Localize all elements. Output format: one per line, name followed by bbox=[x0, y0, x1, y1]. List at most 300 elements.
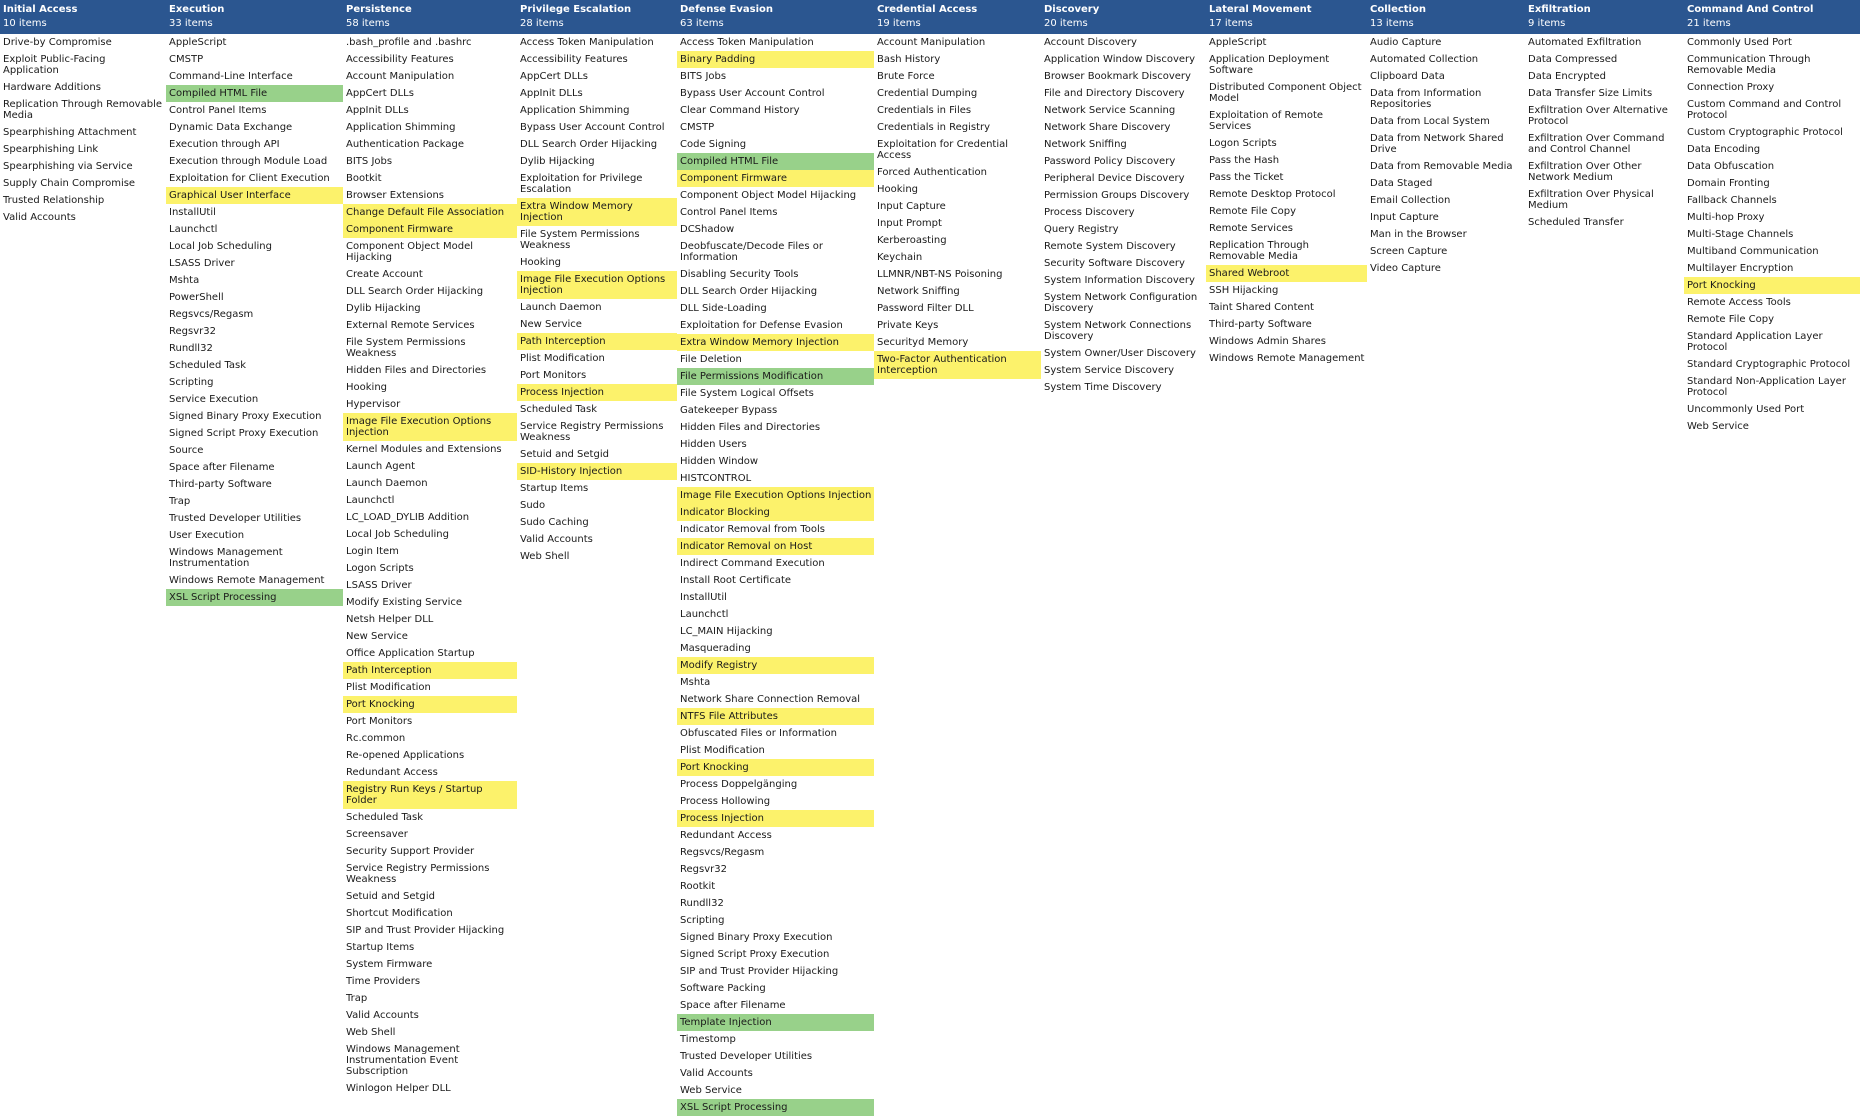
technique-cell[interactable]: Standard Cryptographic Protocol bbox=[1687, 359, 1851, 370]
technique-cell[interactable]: Exfiltration Over Command and Control Channel bbox=[1528, 133, 1665, 155]
technique-cell[interactable]: Permission Groups Discovery bbox=[1044, 190, 1190, 201]
technique-cell[interactable]: Exploitation for Credential Access bbox=[877, 139, 1009, 161]
technique-cell[interactable]: Port Monitors bbox=[346, 716, 413, 727]
technique-cell[interactable]: Sudo Caching bbox=[520, 517, 589, 528]
technique-cell[interactable]: Hidden Files and Directories bbox=[346, 365, 487, 376]
technique-cell[interactable]: System Information Discovery bbox=[1044, 275, 1195, 286]
technique-cell[interactable]: Account Manipulation bbox=[877, 37, 986, 48]
technique-cell[interactable]: Service Execution bbox=[169, 394, 259, 405]
technique-cell[interactable]: Process Discovery bbox=[1044, 207, 1135, 218]
technique-cell[interactable]: Scheduled Task bbox=[520, 404, 598, 415]
technique-cell[interactable]: Two-Factor Authentication Interception bbox=[874, 351, 1041, 379]
technique-cell[interactable]: Video Capture bbox=[1370, 263, 1441, 274]
technique-cell[interactable]: Access Token Manipulation bbox=[520, 37, 654, 48]
technique-cell[interactable]: Exploitation for Client Execution bbox=[169, 173, 330, 184]
technique-cell[interactable]: Indicator Removal from Tools bbox=[680, 524, 825, 535]
technique-cell[interactable]: Windows Management Instrumentation Event Subscription bbox=[346, 1044, 460, 1077]
technique-cell[interactable]: Hooking bbox=[877, 184, 919, 195]
technique-cell[interactable]: Browser Extensions bbox=[346, 190, 445, 201]
technique-cell[interactable]: Re-opened Applications bbox=[346, 750, 465, 761]
technique-cell[interactable]: SID-History Injection bbox=[517, 463, 677, 480]
technique-cell[interactable]: Setuid and Setgid bbox=[520, 449, 609, 460]
technique-cell[interactable]: Clear Command History bbox=[680, 105, 800, 116]
technique-cell[interactable]: Launch Daemon bbox=[520, 302, 602, 313]
technique-cell[interactable]: Exfiltration Over Alternative Protocol bbox=[1528, 105, 1668, 127]
technique-cell[interactable]: CMSTP bbox=[680, 122, 715, 133]
technique-cell[interactable]: Rootkit bbox=[680, 881, 716, 892]
technique-cell[interactable]: Forced Authentication bbox=[877, 167, 987, 178]
technique-cell[interactable]: Input Prompt bbox=[877, 218, 942, 229]
technique-cell[interactable]: Scheduled Transfer bbox=[1528, 217, 1624, 228]
technique-cell[interactable]: Netsh Helper DLL bbox=[346, 614, 434, 625]
technique-cell[interactable]: Screensaver bbox=[346, 829, 408, 840]
technique-cell[interactable]: System Network Connections Discovery bbox=[1044, 320, 1192, 342]
technique-cell[interactable]: Logon Scripts bbox=[1209, 138, 1277, 149]
technique-cell[interactable]: Input Capture bbox=[1370, 212, 1439, 223]
technique-cell[interactable]: Path Interception bbox=[343, 662, 517, 679]
technique-cell[interactable]: Distributed Component Object Model bbox=[1209, 82, 1362, 104]
technique-cell[interactable]: Communication Through Removable Media bbox=[1687, 54, 1811, 76]
technique-cell[interactable]: Data from Removable Media bbox=[1370, 161, 1513, 172]
technique-cell[interactable]: Spearphishing Link bbox=[3, 144, 99, 155]
technique-cell[interactable]: Web Service bbox=[1687, 421, 1749, 432]
technique-cell[interactable]: New Service bbox=[346, 631, 408, 642]
technique-cell[interactable]: Scripting bbox=[680, 915, 725, 926]
technique-cell[interactable]: Remote File Copy bbox=[1209, 206, 1297, 217]
technique-cell[interactable]: Indicator Blocking bbox=[677, 504, 874, 521]
technique-cell[interactable]: Regsvr32 bbox=[169, 326, 216, 337]
technique-cell[interactable]: Launch Daemon bbox=[346, 478, 428, 489]
technique-cell[interactable]: Kernel Modules and Extensions bbox=[346, 444, 502, 455]
technique-cell[interactable]: Data from Local System bbox=[1370, 116, 1490, 127]
technique-cell[interactable]: LSASS Driver bbox=[346, 580, 412, 591]
technique-cell[interactable]: Setuid and Setgid bbox=[346, 891, 435, 902]
technique-cell[interactable]: Data Compressed bbox=[1528, 54, 1618, 65]
technique-cell[interactable]: Clipboard Data bbox=[1370, 71, 1445, 82]
technique-cell[interactable]: Password Policy Discovery bbox=[1044, 156, 1176, 167]
technique-cell[interactable]: Multiband Communication bbox=[1687, 246, 1819, 257]
technique-cell[interactable]: User Execution bbox=[169, 530, 245, 541]
technique-cell[interactable]: Trusted Developer Utilities bbox=[680, 1051, 813, 1062]
technique-cell[interactable]: Rc.common bbox=[346, 733, 406, 744]
technique-cell[interactable]: Modify Existing Service bbox=[346, 597, 463, 608]
technique-cell[interactable]: Space after Filename bbox=[169, 462, 275, 473]
technique-cell[interactable]: Hidden Users bbox=[680, 439, 747, 450]
technique-cell[interactable]: File System Permissions Weakness bbox=[520, 229, 640, 251]
technique-cell[interactable]: Trap bbox=[346, 993, 368, 1004]
technique-cell[interactable]: Binary Padding bbox=[677, 51, 874, 68]
technique-cell[interactable]: Windows Remote Management bbox=[1209, 353, 1365, 364]
technique-cell[interactable]: DLL Search Order Hijacking bbox=[346, 286, 484, 297]
technique-cell[interactable]: Windows Management Instrumentation bbox=[169, 547, 283, 569]
technique-cell[interactable]: DCShadow bbox=[680, 224, 735, 235]
technique-cell[interactable]: Remote Services bbox=[1209, 223, 1293, 234]
technique-cell[interactable]: Regsvcs/Regasm bbox=[169, 309, 254, 320]
technique-cell[interactable]: Custom Command and Control Protocol bbox=[1687, 99, 1842, 121]
technique-cell[interactable]: Third-party Software bbox=[169, 479, 272, 490]
tactic-header[interactable] bbox=[343, 0, 517, 34]
technique-cell[interactable]: Browser Bookmark Discovery bbox=[1044, 71, 1191, 82]
technique-cell[interactable]: Component Object Model Hijacking bbox=[680, 190, 857, 201]
technique-cell[interactable]: Startup Items bbox=[520, 483, 589, 494]
technique-cell[interactable]: Template Injection bbox=[677, 1014, 874, 1031]
technique-cell[interactable]: InstallUtil bbox=[680, 592, 727, 603]
technique-cell[interactable]: Windows Remote Management bbox=[169, 575, 325, 586]
technique-cell[interactable]: Redundant Access bbox=[346, 767, 438, 778]
technique-cell[interactable]: Software Packing bbox=[680, 983, 766, 994]
technique-cell[interactable]: File Permissions Modification bbox=[677, 368, 874, 385]
technique-cell[interactable]: Email Collection bbox=[1370, 195, 1451, 206]
technique-cell[interactable]: Rundll32 bbox=[680, 898, 724, 909]
technique-cell[interactable]: LLMNR/NBT-NS Poisoning bbox=[877, 269, 1003, 280]
technique-cell[interactable]: .bash_profile and .bashrc bbox=[346, 37, 472, 48]
technique-cell[interactable]: Commonly Used Port bbox=[1687, 37, 1792, 48]
technique-cell[interactable]: Spearphishing via Service bbox=[3, 161, 133, 172]
technique-cell[interactable]: Drive-by Compromise bbox=[3, 37, 112, 48]
technique-cell[interactable]: Image File Execution Options Injection bbox=[677, 487, 874, 504]
technique-cell[interactable]: Hypervisor bbox=[346, 399, 401, 410]
technique-cell[interactable]: Command-Line Interface bbox=[169, 71, 293, 82]
technique-cell[interactable]: Peripheral Device Discovery bbox=[1044, 173, 1185, 184]
technique-cell[interactable]: Security Support Provider bbox=[346, 846, 475, 857]
technique-cell[interactable]: Kerberoasting bbox=[877, 235, 947, 246]
technique-cell[interactable]: Account Discovery bbox=[1044, 37, 1137, 48]
technique-cell[interactable]: Install Root Certificate bbox=[680, 575, 792, 586]
technique-cell[interactable]: Trusted Developer Utilities bbox=[169, 513, 302, 524]
technique-cell[interactable]: Credentials in Files bbox=[877, 105, 972, 116]
technique-cell[interactable]: Credential Dumping bbox=[877, 88, 978, 99]
technique-cell[interactable]: Control Panel Items bbox=[169, 105, 267, 116]
technique-cell[interactable]: Plist Modification bbox=[346, 682, 431, 693]
technique-cell[interactable]: Hidden Window bbox=[680, 456, 759, 467]
technique-cell[interactable]: Data Staged bbox=[1370, 178, 1433, 189]
technique-cell[interactable]: Hidden Files and Directories bbox=[680, 422, 821, 433]
technique-cell[interactable]: System Firmware bbox=[346, 959, 433, 970]
tactic-header[interactable] bbox=[677, 0, 874, 34]
technique-cell[interactable]: Password Filter DLL bbox=[877, 303, 974, 314]
technique-cell[interactable]: Data Transfer Size Limits bbox=[1528, 88, 1653, 99]
technique-cell[interactable]: Indicator Removal on Host bbox=[677, 538, 874, 555]
technique-cell[interactable]: Automated Collection bbox=[1370, 54, 1479, 65]
technique-cell[interactable]: Input Capture bbox=[877, 201, 946, 212]
technique-cell[interactable]: Brute Force bbox=[877, 71, 935, 82]
technique-cell[interactable]: Image File Execution Options Injection bbox=[517, 271, 677, 299]
technique-cell[interactable]: Regsvcs/Regasm bbox=[680, 847, 765, 858]
technique-cell[interactable]: Extra Window Memory Injection bbox=[677, 334, 874, 351]
technique-cell[interactable]: Graphical User Interface bbox=[166, 187, 343, 204]
technique-cell[interactable]: BITS Jobs bbox=[680, 71, 727, 82]
technique-cell[interactable]: Scheduled Task bbox=[346, 812, 424, 823]
tactic-header[interactable] bbox=[1684, 0, 1860, 34]
technique-cell[interactable]: Startup Items bbox=[346, 942, 415, 953]
technique-cell[interactable]: Domain Fronting bbox=[1687, 178, 1770, 189]
technique-cell[interactable]: Windows Admin Shares bbox=[1209, 336, 1326, 347]
technique-cell[interactable]: Code Signing bbox=[680, 139, 747, 150]
technique-cell[interactable]: Pass the Hash bbox=[1209, 155, 1280, 166]
technique-cell[interactable]: Mshta bbox=[169, 275, 200, 286]
technique-cell[interactable]: Exploitation for Privilege Escalation bbox=[520, 173, 643, 195]
technique-cell[interactable]: Modify Registry bbox=[677, 657, 874, 674]
technique-cell[interactable]: Securityd Memory bbox=[877, 337, 969, 348]
technique-cell[interactable]: Taint Shared Content bbox=[1209, 302, 1314, 313]
technique-cell[interactable]: Login Item bbox=[346, 546, 399, 557]
technique-cell[interactable]: Port Knocking bbox=[677, 759, 874, 776]
technique-cell[interactable]: Bootkit bbox=[346, 173, 382, 184]
technique-cell[interactable]: Dylib Hijacking bbox=[346, 303, 421, 314]
technique-cell[interactable]: Screen Capture bbox=[1370, 246, 1448, 257]
technique-cell[interactable]: Account Manipulation bbox=[346, 71, 455, 82]
technique-cell[interactable]: Application Window Discovery bbox=[1044, 54, 1196, 65]
technique-cell[interactable]: System Network Configuration Discovery bbox=[1044, 292, 1198, 314]
technique-cell[interactable]: Remote File Copy bbox=[1687, 314, 1775, 325]
technique-cell[interactable]: Multilayer Encryption bbox=[1687, 263, 1794, 274]
technique-cell[interactable]: Rundll32 bbox=[169, 343, 213, 354]
tactic-header[interactable] bbox=[1367, 0, 1525, 34]
technique-cell[interactable]: Dylib Hijacking bbox=[520, 156, 595, 167]
technique-cell[interactable]: Control Panel Items bbox=[680, 207, 778, 218]
technique-cell[interactable]: Indirect Command Execution bbox=[680, 558, 825, 569]
technique-cell[interactable]: Registry Run Keys / Startup Folder bbox=[343, 781, 517, 809]
technique-cell[interactable]: DLL Search Order Hijacking bbox=[520, 139, 658, 150]
technique-cell[interactable]: Local Job Scheduling bbox=[346, 529, 449, 540]
technique-cell[interactable]: Dynamic Data Exchange bbox=[169, 122, 293, 133]
technique-cell[interactable]: Query Registry bbox=[1044, 224, 1119, 235]
technique-cell[interactable]: Regsvr32 bbox=[680, 864, 727, 875]
technique-cell[interactable]: AppInit DLLs bbox=[346, 105, 409, 116]
technique-cell[interactable]: Exploitation for Defense Evasion bbox=[680, 320, 843, 331]
technique-cell[interactable]: Winlogon Helper DLL bbox=[346, 1083, 451, 1094]
technique-cell[interactable]: Time Providers bbox=[346, 976, 421, 987]
technique-cell[interactable]: Signed Binary Proxy Execution bbox=[680, 932, 833, 943]
technique-cell[interactable]: Component Firmware bbox=[677, 170, 874, 187]
technique-cell[interactable]: Automated Exfiltration bbox=[1528, 37, 1642, 48]
technique-cell[interactable]: Application Shimming bbox=[520, 105, 630, 116]
technique-cell[interactable]: Disabling Security Tools bbox=[680, 269, 799, 280]
technique-cell[interactable]: Web Shell bbox=[520, 551, 570, 562]
technique-cell[interactable]: Create Account bbox=[346, 269, 423, 280]
technique-cell[interactable]: LSASS Driver bbox=[169, 258, 235, 269]
technique-cell[interactable]: Process Doppelgänging bbox=[680, 779, 798, 790]
technique-cell[interactable]: Scripting bbox=[169, 377, 214, 388]
technique-cell[interactable]: BITS Jobs bbox=[346, 156, 393, 167]
technique-cell[interactable]: Private Keys bbox=[877, 320, 939, 331]
technique-cell[interactable]: Valid Accounts bbox=[520, 534, 593, 545]
technique-cell[interactable]: Extra Window Memory Injection bbox=[517, 198, 677, 226]
technique-cell[interactable]: NTFS File Attributes bbox=[677, 708, 874, 725]
tactic-header[interactable] bbox=[0, 0, 166, 34]
technique-cell[interactable]: Launch Agent bbox=[346, 461, 415, 472]
tactic-header[interactable] bbox=[874, 0, 1041, 34]
technique-cell[interactable]: Component Object Model Hijacking bbox=[346, 241, 474, 263]
technique-cell[interactable]: Credentials in Registry bbox=[877, 122, 991, 133]
technique-cell[interactable]: Bypass User Account Control bbox=[680, 88, 825, 99]
technique-cell[interactable]: File and Directory Discovery bbox=[1044, 88, 1185, 99]
technique-cell[interactable]: Custom Cryptographic Protocol bbox=[1687, 127, 1843, 138]
technique-cell[interactable]: Signed Script Proxy Execution bbox=[169, 428, 319, 439]
technique-cell[interactable]: Web Service bbox=[680, 1085, 742, 1096]
technique-cell[interactable]: Uncommonly Used Port bbox=[1687, 404, 1805, 415]
technique-cell[interactable]: Supply Chain Compromise bbox=[3, 178, 136, 189]
technique-cell[interactable]: LC_MAIN Hijacking bbox=[680, 626, 773, 637]
technique-cell[interactable]: Remote Access Tools bbox=[1687, 297, 1791, 308]
technique-cell[interactable]: Valid Accounts bbox=[3, 212, 76, 223]
tactic-header[interactable] bbox=[166, 0, 343, 34]
technique-cell[interactable]: InstallUtil bbox=[169, 207, 216, 218]
technique-cell[interactable]: AppInit DLLs bbox=[520, 88, 583, 99]
technique-cell[interactable]: Security Software Discovery bbox=[1044, 258, 1185, 269]
technique-cell[interactable]: CMSTP bbox=[169, 54, 204, 65]
technique-cell[interactable]: DLL Search Order Hijacking bbox=[680, 286, 818, 297]
technique-cell[interactable]: Fallback Channels bbox=[1687, 195, 1777, 206]
technique-cell[interactable]: Change Default File Association bbox=[343, 204, 517, 221]
technique-cell[interactable]: Exploit Public-Facing Application bbox=[3, 54, 106, 76]
technique-cell[interactable]: XSL Script Processing bbox=[677, 1099, 874, 1116]
technique-cell[interactable]: AppleScript bbox=[169, 37, 227, 48]
technique-cell[interactable]: Logon Scripts bbox=[346, 563, 414, 574]
technique-cell[interactable]: Access Token Manipulation bbox=[680, 37, 814, 48]
technique-cell[interactable]: Data from Information Repositories bbox=[1370, 88, 1482, 110]
technique-cell[interactable]: AppCert DLLs bbox=[346, 88, 414, 99]
technique-cell[interactable]: Data Obfuscation bbox=[1687, 161, 1775, 172]
technique-cell[interactable]: Obfuscated Files or Information bbox=[680, 728, 837, 739]
technique-cell[interactable]: New Service bbox=[520, 319, 582, 330]
technique-cell[interactable]: Timestomp bbox=[680, 1034, 736, 1045]
technique-cell[interactable]: Process Hollowing bbox=[680, 796, 771, 807]
technique-cell[interactable]: Web Shell bbox=[346, 1027, 396, 1038]
technique-cell[interactable]: Remote System Discovery bbox=[1044, 241, 1176, 252]
technique-cell[interactable]: Network Service Scanning bbox=[1044, 105, 1176, 116]
technique-cell[interactable]: File Deletion bbox=[680, 354, 742, 365]
technique-cell[interactable]: Signed Binary Proxy Execution bbox=[169, 411, 322, 422]
technique-cell[interactable]: Compiled HTML File bbox=[677, 153, 874, 170]
technique-cell[interactable]: Exfiltration Over Other Network Medium bbox=[1528, 161, 1642, 183]
technique-cell[interactable]: Data from Network Shared Drive bbox=[1370, 133, 1504, 155]
technique-cell[interactable]: Masquerading bbox=[680, 643, 751, 654]
technique-cell[interactable]: Gatekeeper Bypass bbox=[680, 405, 778, 416]
technique-cell[interactable]: Launchctl bbox=[169, 224, 218, 235]
technique-cell[interactable]: Spearphishing Attachment bbox=[3, 127, 137, 138]
technique-cell[interactable]: Exfiltration Over Physical Medium bbox=[1528, 189, 1654, 211]
technique-cell[interactable]: Space after Filename bbox=[680, 1000, 786, 1011]
technique-cell[interactable]: Authentication Package bbox=[346, 139, 465, 150]
technique-cell[interactable]: Execution through API bbox=[169, 139, 280, 150]
technique-cell[interactable]: Component Firmware bbox=[343, 221, 517, 238]
technique-cell[interactable]: Pass the Ticket bbox=[1209, 172, 1284, 183]
technique-cell[interactable]: Service Registry Permissions Weakness bbox=[346, 863, 490, 885]
technique-cell[interactable]: Hooking bbox=[346, 382, 388, 393]
technique-cell[interactable]: System Service Discovery bbox=[1044, 365, 1175, 376]
technique-cell[interactable]: Sudo bbox=[520, 500, 546, 511]
technique-cell[interactable]: External Remote Services bbox=[346, 320, 475, 331]
technique-cell[interactable]: Keychain bbox=[877, 252, 923, 263]
technique-cell[interactable]: Launchctl bbox=[346, 495, 395, 506]
technique-cell[interactable]: Bypass User Account Control bbox=[520, 122, 665, 133]
tactic-header[interactable] bbox=[1206, 0, 1367, 34]
technique-cell[interactable]: SIP and Trust Provider Hijacking bbox=[680, 966, 839, 977]
technique-cell[interactable]: System Time Discovery bbox=[1044, 382, 1162, 393]
technique-cell[interactable]: Plist Modification bbox=[520, 353, 605, 364]
technique-cell[interactable]: Application Shimming bbox=[346, 122, 456, 133]
technique-cell[interactable]: HISTCONTROL bbox=[680, 473, 752, 484]
technique-cell[interactable]: Scheduled Task bbox=[169, 360, 247, 371]
technique-cell[interactable]: Redundant Access bbox=[680, 830, 772, 841]
technique-cell[interactable]: Signed Script Proxy Execution bbox=[680, 949, 830, 960]
technique-cell[interactable]: AppleScript bbox=[1209, 37, 1267, 48]
technique-cell[interactable]: Office Application Startup bbox=[346, 648, 475, 659]
technique-cell[interactable]: Application Deployment Software bbox=[1209, 54, 1330, 76]
technique-cell[interactable]: Exploitation of Remote Services bbox=[1209, 110, 1324, 132]
technique-cell[interactable]: Replication Through Removable Media bbox=[1209, 240, 1309, 262]
technique-cell[interactable]: Process Injection bbox=[677, 810, 874, 827]
technique-cell[interactable]: Plist Modification bbox=[680, 745, 765, 756]
technique-cell[interactable]: File System Permissions Weakness bbox=[346, 337, 466, 359]
technique-cell[interactable]: Standard Application Layer Protocol bbox=[1687, 331, 1823, 353]
technique-cell[interactable]: System Owner/User Discovery bbox=[1044, 348, 1196, 359]
technique-cell[interactable]: Network Sniffing bbox=[877, 286, 960, 297]
technique-cell[interactable]: Bash History bbox=[877, 54, 941, 65]
technique-cell[interactable]: Shared Webroot bbox=[1206, 265, 1367, 282]
technique-cell[interactable]: DLL Side-Loading bbox=[680, 303, 767, 314]
technique-cell[interactable]: Process Injection bbox=[517, 384, 677, 401]
technique-cell[interactable]: Valid Accounts bbox=[680, 1068, 753, 1079]
technique-cell[interactable]: Local Job Scheduling bbox=[169, 241, 272, 252]
technique-cell[interactable]: Service Registry Permissions Weakness bbox=[520, 421, 664, 443]
technique-cell[interactable]: Source bbox=[169, 445, 204, 456]
technique-cell[interactable]: Third-party Software bbox=[1209, 319, 1312, 330]
technique-cell[interactable]: SSH Hijacking bbox=[1209, 285, 1279, 296]
technique-cell[interactable]: Trap bbox=[169, 496, 191, 507]
technique-cell[interactable]: Compiled HTML File bbox=[166, 85, 343, 102]
technique-cell[interactable]: Remote Desktop Protocol bbox=[1209, 189, 1336, 200]
technique-cell[interactable]: Hooking bbox=[520, 257, 562, 268]
technique-cell[interactable]: Port Knocking bbox=[343, 696, 517, 713]
technique-cell[interactable]: Accessibility Features bbox=[520, 54, 628, 65]
technique-cell[interactable]: File System Logical Offsets bbox=[680, 388, 814, 399]
technique-cell[interactable]: Valid Accounts bbox=[346, 1010, 419, 1021]
technique-cell[interactable]: Audio Capture bbox=[1370, 37, 1442, 48]
technique-cell[interactable]: Data Encrypted bbox=[1528, 71, 1607, 82]
technique-cell[interactable]: Shortcut Modification bbox=[346, 908, 453, 919]
technique-cell[interactable]: Execution through Module Load bbox=[169, 156, 328, 167]
technique-cell[interactable]: SIP and Trust Provider Hijacking bbox=[346, 925, 505, 936]
technique-cell[interactable]: Deobfuscate/Decode Files or Information bbox=[680, 241, 823, 263]
technique-cell[interactable]: PowerShell bbox=[169, 292, 224, 303]
technique-cell[interactable]: Network Share Discovery bbox=[1044, 122, 1171, 133]
tactic-header[interactable] bbox=[1525, 0, 1684, 34]
tactic-header[interactable] bbox=[1041, 0, 1206, 34]
technique-cell[interactable]: AppCert DLLs bbox=[520, 71, 588, 82]
technique-cell[interactable]: Launchctl bbox=[680, 609, 729, 620]
technique-cell[interactable]: LC_LOAD_DYLIB Addition bbox=[346, 512, 470, 523]
technique-cell[interactable]: Network Sniffing bbox=[1044, 139, 1127, 150]
technique-cell[interactable]: Replication Through Removable Media bbox=[3, 99, 163, 121]
technique-cell[interactable]: Network Share Connection Removal bbox=[680, 694, 861, 705]
technique-cell[interactable]: Accessibility Features bbox=[346, 54, 454, 65]
tactic-header[interactable] bbox=[517, 0, 677, 34]
technique-cell[interactable]: Image File Execution Options Injection bbox=[343, 413, 517, 441]
technique-cell[interactable]: Standard Non-Application Layer Protocol bbox=[1687, 376, 1846, 398]
technique-cell[interactable]: Man in the Browser bbox=[1370, 229, 1467, 240]
technique-cell[interactable]: Trusted Relationship bbox=[3, 195, 105, 206]
technique-cell[interactable]: Port Monitors bbox=[520, 370, 587, 381]
technique-cell[interactable]: Mshta bbox=[680, 677, 711, 688]
technique-cell[interactable]: Connection Proxy bbox=[1687, 82, 1775, 93]
technique-cell[interactable]: XSL Script Processing bbox=[166, 589, 343, 606]
technique-cell[interactable]: Port Knocking bbox=[1684, 277, 1860, 294]
technique-cell[interactable]: Data Encoding bbox=[1687, 144, 1761, 155]
technique-cell[interactable]: Path Interception bbox=[517, 333, 677, 350]
technique-cell[interactable]: Multi-Stage Channels bbox=[1687, 229, 1794, 240]
